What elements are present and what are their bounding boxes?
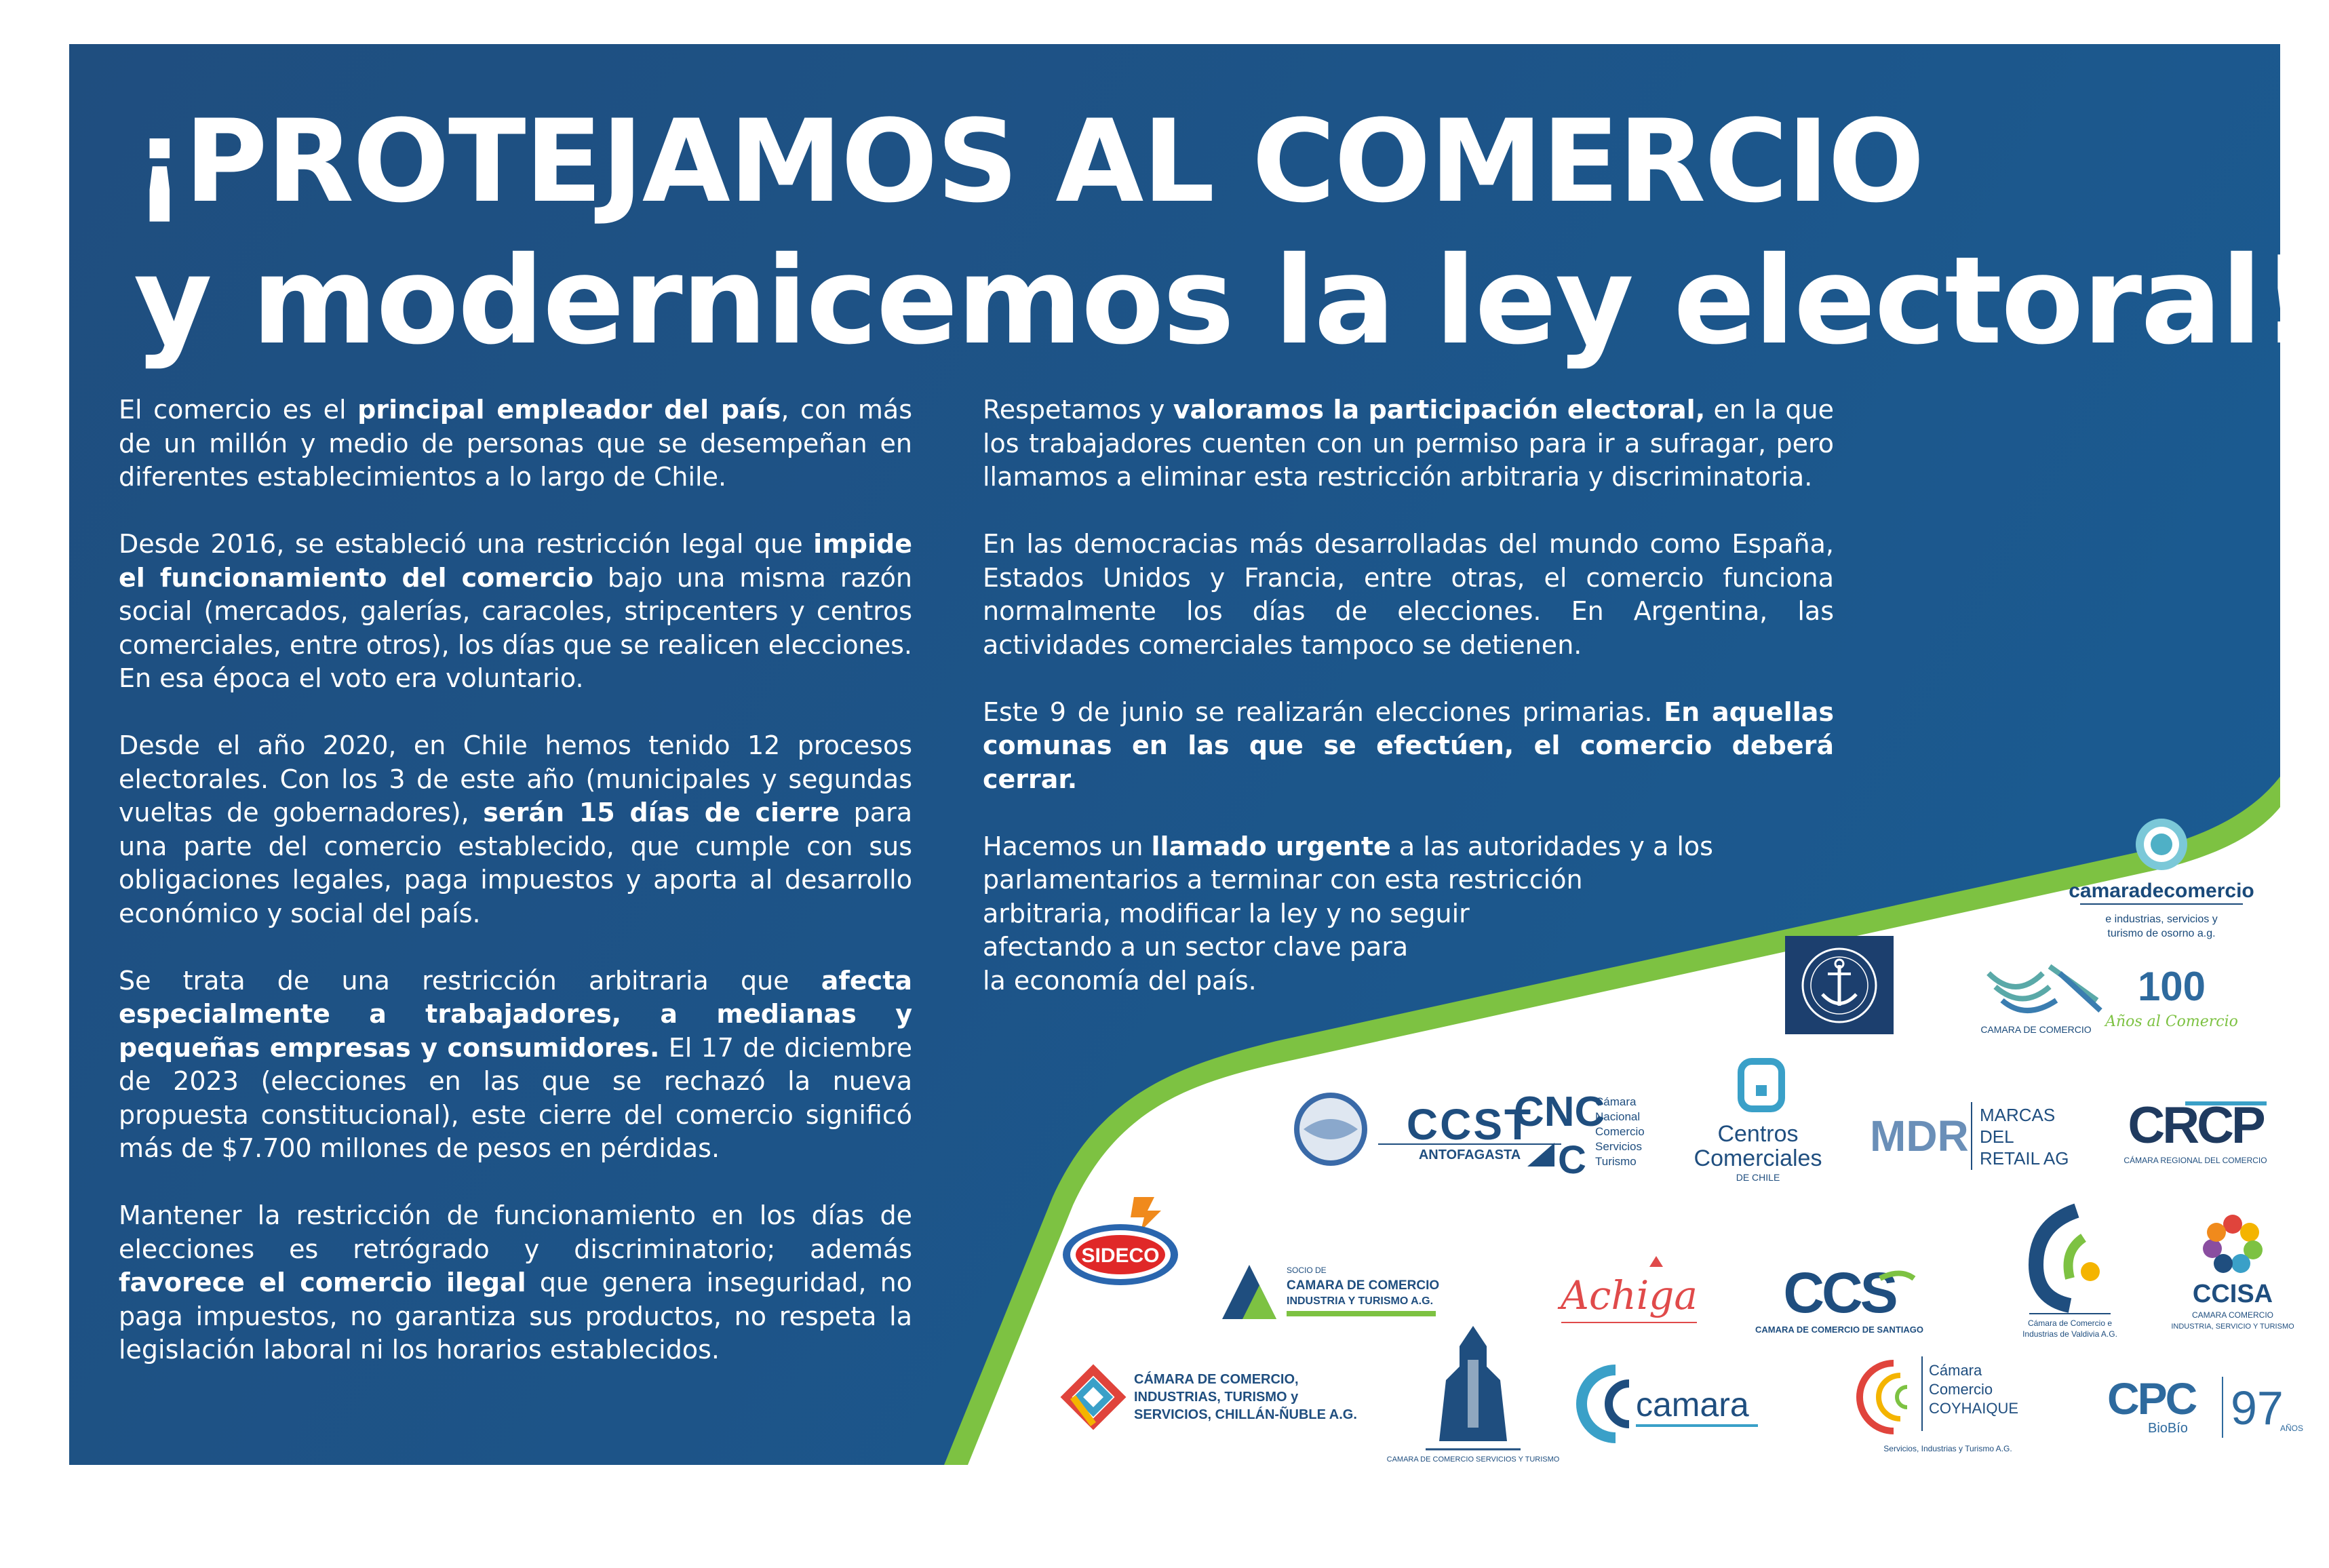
bold-text: afecta especialmente a trabajadores, a medianas y pequeñas empresas y consumidores. [119,965,912,1063]
cc-coquimbo-top: SOCIO DE [1287,1266,1327,1275]
svg-text:C: C [1558,1138,1586,1182]
logo-camara-c [1568,1356,1792,1451]
camara-c-name: camara [1636,1386,1749,1424]
ccisa-sub-1: CAMARA COMERCIO [2191,1310,2274,1320]
logo-achiga [1548,1255,1710,1336]
sideco-name: SIDECO [1081,1244,1160,1267]
closing-line: parlamentarios a terminar con esta restricción [983,865,1583,895]
text-run: En las democracias más desarrolladas del mundo como España, Estados Unidos y Francia, entre otras, el comercio funciona normalmente los días de elecciones. En Argentina, las actividades comerciales tampoco se detienen. [983,529,1834,660]
cpc-name: CPC [2107,1373,2196,1424]
cc-coquimbo-line-2: INDUSTRIA Y TURISMO A.G. [1287,1295,1434,1307]
bold-text: En aquellas comunas en las que se efectúen, el comercio deberá cerrar. [983,697,1835,794]
closing-line: a las autoridades y a los [1390,831,1713,861]
centros-line-1: Centros [1717,1121,1799,1147]
cc-coquimbo-line-1: CAMARA DE COMERCIO [1287,1278,1440,1293]
crcp-name: CRCP [2128,1097,2263,1154]
logo-camara-valdivia [1995,1197,2145,1346]
ccisa-sub-2: INDUSTRIA, SERVICIO Y TURISMO [2171,1322,2294,1331]
ccs-name: CCS [1783,1261,1896,1325]
logo-ccs-santiago [1738,1261,1941,1339]
logo-cpc-biobio [2100,1363,2311,1451]
cnc-line-4: Servicios [1595,1140,1642,1153]
right_column-paragraph [983,528,1834,662]
bold-text: serán 15 días de cierre [483,798,840,827]
text-run: bajo una misma razón social (mercados, galerías, caracoles, stripcenters y centros comerciales, entre otros), los días que se realicen elecciones. En esa época el voto era voluntario. [119,562,912,693]
chillan-line-2: INDUSTRIAS, TURISMO y [1134,1390,1299,1405]
crcp-sub: CÁMARA REGIONAL DEL COMERCIO [2124,1156,2267,1165]
bold-text: impide el funcionamiento del comercio [119,529,912,593]
marcas-line-1: MARCAS [1980,1105,2056,1125]
chillan-line-1: CÁMARA DE COMERCIO, [1134,1372,1299,1387]
text-run: para una parte del comercio establecido, que cumple con sus obligaciones legales, paga impuestos y aporta al desarrollo económico y social del país. [119,798,912,928]
closing-text-before: Hacemos un [983,831,1152,861]
bold-text: principal empleador del país [357,395,781,425]
centenario-number: 100 [2137,964,2206,1009]
left_column-paragraph [119,393,912,494]
valdivia-sub-1: Cámara de Comercio e [2027,1318,2113,1328]
chillan-line-3: SERVICIOS, CHILLÁN-ÑUBLE A.G. [1134,1407,1357,1422]
closing-line: la economía del país. [983,965,1257,996]
logo-marcas-del-retail [1870,1089,2073,1183]
coyhaique-line-2: Comercio [1929,1381,1993,1398]
left-text-column [119,393,912,1400]
anchor-icon [1795,941,1883,1030]
centros-line-2: Comerciales [1694,1145,1822,1171]
text-run: El 17 de diciembre de 2023 (elecciones en las que se rechazó la nueva propuesta constitucional), este cierre del comercio significó más de $7.700 millones de pesos en pérdidas. [119,1032,912,1163]
text-run: en la que los trabajadores cuenten con un permiso para ir a sufragar, pero llamamos a eliminar esta restricción arbitraria y discriminatoria. [983,395,1834,492]
cpc-sub: BioBío [2148,1421,2188,1436]
headline-line-2: y modernicemos la ley electoral! [134,231,2315,371]
marcas-line-2: DEL [1980,1126,2014,1147]
logo-camara-chillan [1059,1356,1357,1438]
text-run: Desde el año 2020, en Chile hemos tenido 12 procesos electorales. Con los 3 de este año (municipales y segundas vueltas de gobernadores), [119,730,912,827]
logo-anchor-seal [1785,936,1894,1034]
bold-text: favorece el comercio ilegal [119,1268,526,1297]
right_column-paragraph [983,393,1834,494]
coyhaique-line-3: COYHAIQUE [1929,1400,2019,1417]
centenario-caption: CAMARA DE COMERCIO [1980,1024,2092,1035]
logo-centros-comerciales [1680,1055,1836,1217]
text-run: , con más de un millón y medio de personas que se desempeñan en diferentes establecimientos a lo largo de Chile. [119,395,912,492]
camara-osorno-sub1: e industrias, servicios y [2105,914,2218,925]
marcas-line-3: RETAIL AG [1980,1148,2069,1169]
left_column-paragraph [119,964,912,1166]
bold-text: valoramos la participación electoral, [1173,395,1706,425]
closing-line: afectando a un sector clave para [983,932,1409,962]
logo-centenario-camara [1975,946,2239,1048]
closing-line: arbitraria, modificar la ley y no seguir [983,898,1470,928]
right_column-paragraph [983,696,1834,797]
cnc-line-3: Comercio [1595,1125,1645,1138]
camara-osorno-name: camaradecomercio [2069,880,2254,902]
cnc-line-1: Cámara [1595,1095,1637,1108]
text-run: Respetamos y [983,395,1173,425]
cnc-line-2: Nacional [1595,1110,1641,1123]
ccst-sub: ANTOFAGASTA [1418,1148,1521,1162]
advertisement [69,44,2315,1465]
text-run: que genera inseguridad, no paga impuestos, no garantiza sus productos, no respeta la legislación laboral ni los horarios establecidos. [119,1268,912,1365]
closing-bold-text: llamado urgente [1151,831,1391,861]
text-run: El comercio es el [119,395,358,425]
left_column-paragraph [119,528,912,696]
cnc-name: CNC [1514,1089,1605,1135]
ccs-sub: CAMARA DE COMERCIO DE SANTIAGO [1755,1325,1923,1335]
marcas-mark: MDR [1870,1112,1969,1160]
cpc-years: 97 [2231,1381,2284,1434]
closing-paragraph [983,830,1834,998]
logo-ccisa [2165,1204,2301,1346]
left_column-paragraph [119,729,912,930]
text-run: Desde 2016, se estableció una restricción legal que [119,529,814,559]
logo-crcp [2111,1089,2280,1177]
logo-sideco [1046,1190,1195,1292]
logo-camara-building [1386,1319,1560,1475]
coyhaique-sub: Servicios, Industrias y Turismo A.G. [1883,1444,2012,1453]
achiga-name: Achiga [1561,1272,1698,1318]
ccisa-name: CCISA [2192,1280,2273,1308]
cpc-years-label: AÑOS [2280,1424,2304,1433]
text-run: Mantener la restricción de funcionamiento en los días de elecciones es retrógrado y discriminatorio; además [119,1200,912,1264]
coyhaique-line-1: Cámara [1929,1362,1982,1379]
building-sub: CAMARA DE COMERCIO SERVICIOS Y TURISMO [1386,1455,1560,1464]
camara-osorno-sub2: turismo de osorno a.g. [2107,928,2216,939]
logo-camara-coyhaique [1860,1350,2056,1468]
right-text-column [983,393,1834,998]
logo-cnc [1514,1078,1677,1190]
headline-line-1: ¡PROTEJAMOS AL COMERCIO [134,95,1923,228]
ccst-name: CCST [1406,1100,1533,1149]
centros-sub: DE CHILE [1736,1172,1780,1183]
left_column-paragraph [119,1199,912,1367]
text-run: Se trata de una restricción arbitraria que [119,965,821,996]
cnc-line-5: Turismo [1595,1155,1637,1168]
valdivia-sub-2: Industrias de Valdivia A.G. [2022,1329,2117,1339]
centenario-script: Años al Comercio [2105,1013,2238,1030]
text-run: Este 9 de junio se realizarán elecciones primarias. [983,697,1664,727]
